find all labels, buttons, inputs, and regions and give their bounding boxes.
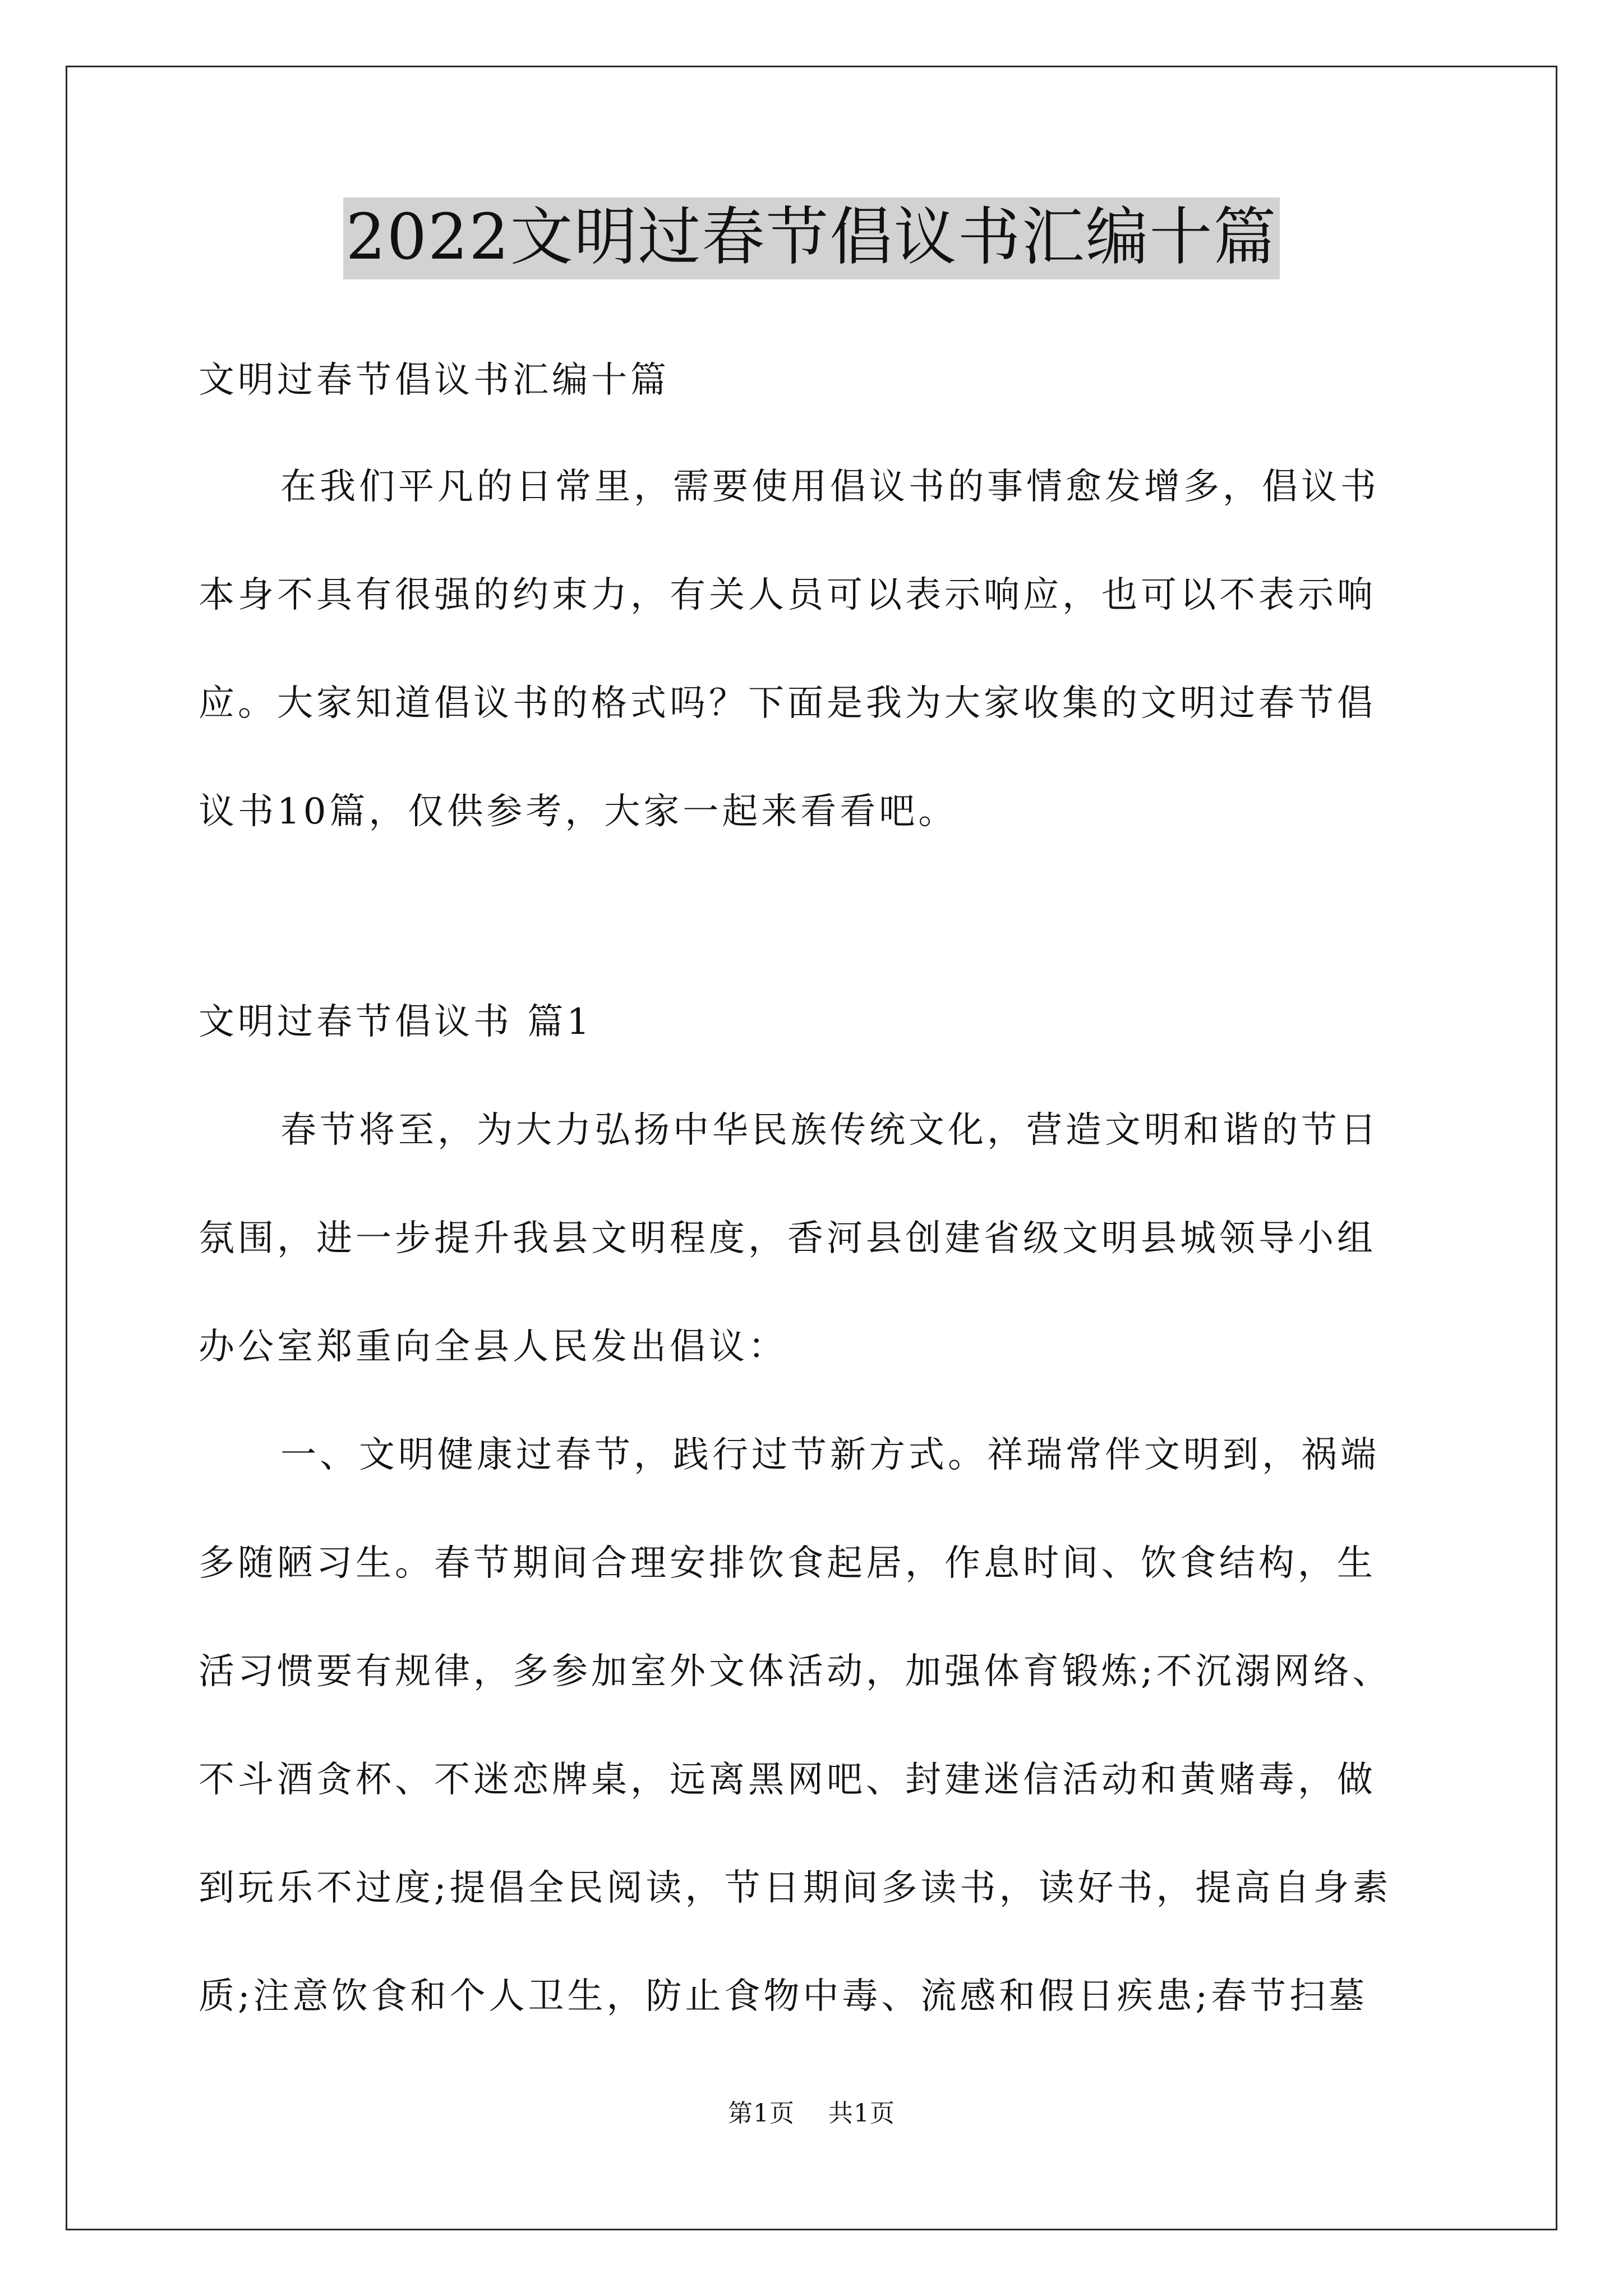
document-title-text: 2022文明过春节倡议书汇编十篇 — [343, 197, 1279, 279]
page-footer — [0, 2097, 1623, 2131]
paragraph-line: 一、文明健康过春节，践行过节新方式。祥瑞常伴文明到，祸端 — [280, 1434, 1380, 1476]
paragraph-line: 氛围，进一步提升我县文明程度，香河县创建省级文明县城领导小组 — [199, 1218, 1376, 1259]
paragraph-line: 质;注意饮食和个人卫生，防止食物中毒、流感和假日疾患;春节扫墓 — [199, 1976, 1368, 2017]
intro-line: 议书10篇，仅供参考，大家一起来看看吧。 — [199, 791, 958, 832]
subtitle: 文明过春节倡议书汇编十篇 — [199, 360, 670, 401]
intro-line: 应。大家知道倡议书的格式吗？下面是我为大家收集的文明过春节倡 — [199, 683, 1376, 724]
section-heading: 文明过春节倡议书 篇1 — [199, 1001, 593, 1043]
paragraph-line: 到玩乐不过度;提倡全民阅读，节日期间多读书，读好书，提高自身素 — [199, 1867, 1392, 1909]
paragraph-line: 活习惯要有规律，多参加室外文体活动，加强体育锻炼;不沉溺网络、 — [199, 1651, 1392, 1692]
paragraph-line: 不斗酒贪杯、不迷恋牌桌，远离黑网吧、封建迷信活动和黄赌毒，做 — [199, 1759, 1376, 1801]
intro-line: 本身不具有很强的约束力，有关人员可以表示响应，也可以不表示响 — [199, 574, 1376, 616]
paragraph-line: 多随陋习生。春节期间合理安排饮食起居，作息时间、饮食结构，生 — [199, 1543, 1376, 1584]
intro-line: 在我们平凡的日常里，需要使用倡议书的事情愈发增多，倡议书 — [280, 466, 1380, 508]
paragraph-line: 办公室郑重向全县人民发出倡议： — [199, 1326, 787, 1368]
total-pages: 共1页 — [828, 2099, 895, 2128]
document-title — [0, 195, 1623, 279]
current-page-number: 第1页 — [728, 2099, 795, 2128]
paragraph-line: 春节将至，为大力弘扬中华民族传统文化，营造文明和谐的节日 — [280, 1110, 1380, 1151]
